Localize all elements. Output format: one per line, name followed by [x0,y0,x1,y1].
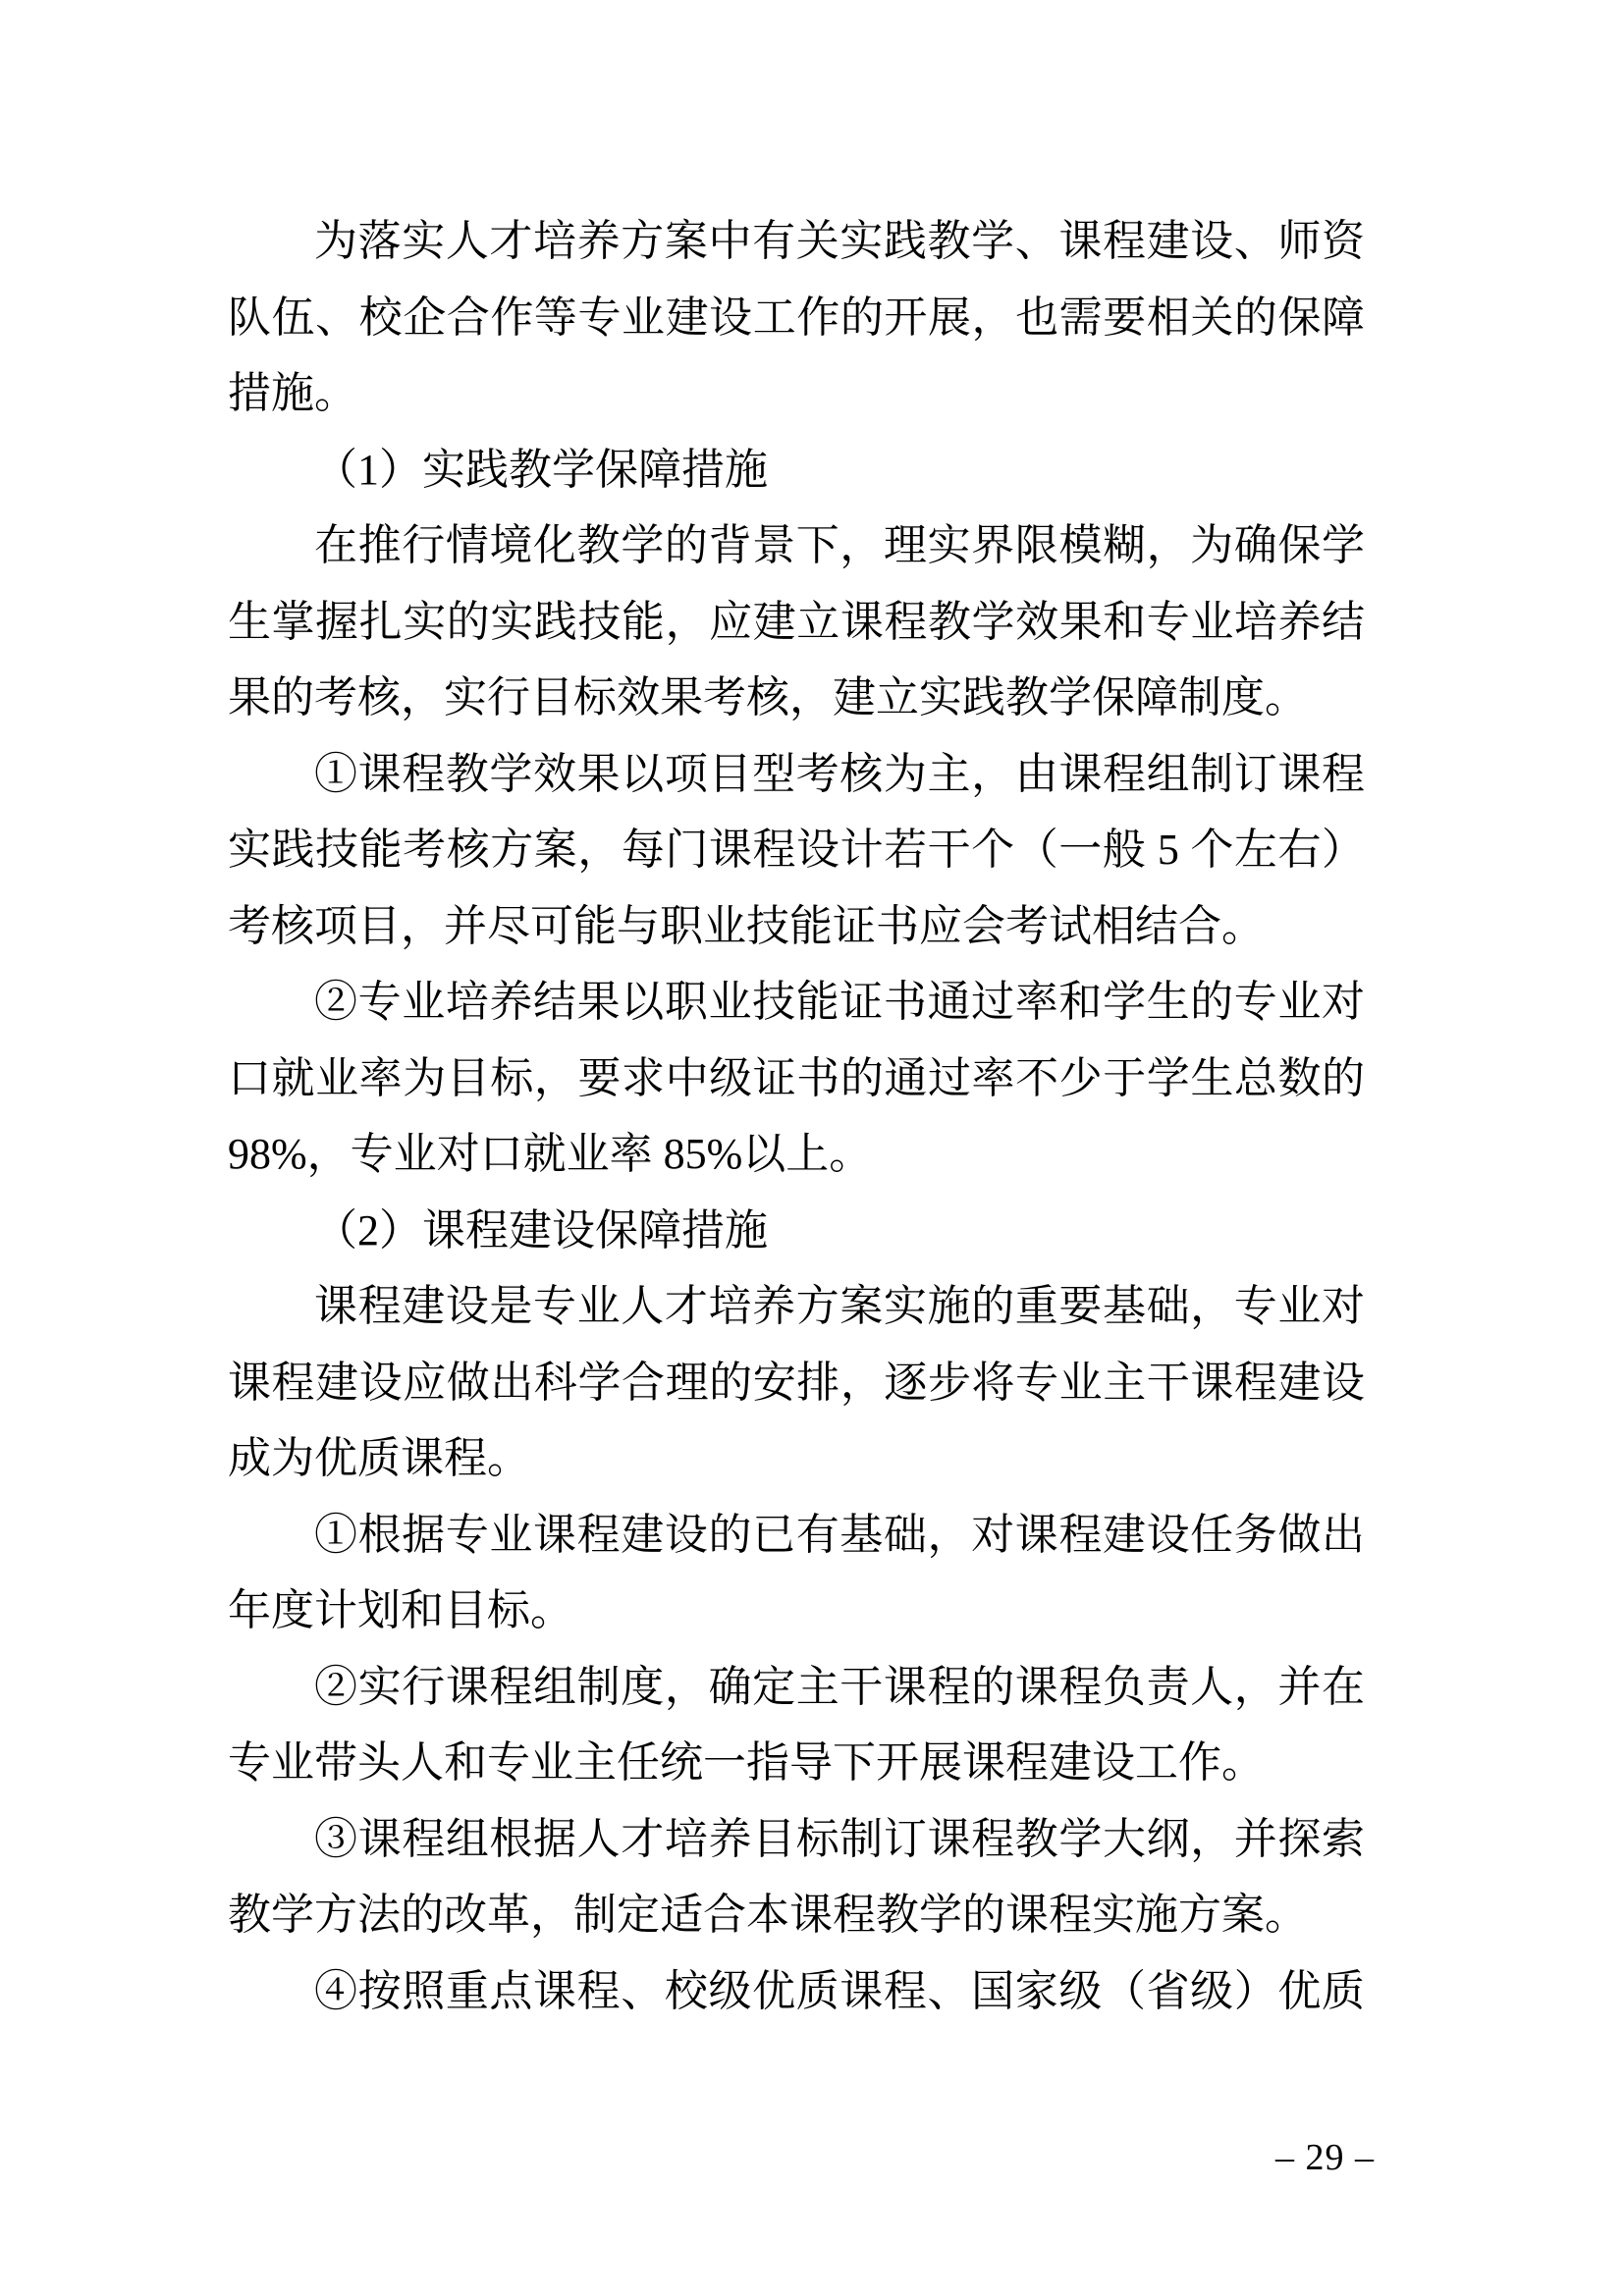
text-line: 果的考核，实行目标效果考核，建立实践教学保障制度。 [228,673,1308,721]
text-line: （1）实践教学保障措施 [314,445,768,494]
text-line: 教学方法的改革，制定适合本课程教学的课程实施方案。 [228,1891,1308,1939]
text-line: ④按照重点课程、校级优质课程、国家级（省级）优质 [314,1966,1365,2015]
text-line: 措施。 [228,369,357,417]
page-number: – 29 – [1275,2137,1375,2178]
text-line: 在推行情境化教学的背景下，理实界限模糊，为确保学 [314,521,1365,569]
text-line: 考核项目，并尽可能与职业技能证书应会考试相结合。 [228,901,1265,950]
text-line: ②实行课程组制度，确定主干课程的课程负责人，并在 [314,1662,1365,1711]
text-line: ②专业培养结果以职业技能证书通过率和学生的专业对 [314,978,1365,1026]
text-line: 成为优质课程。 [228,1434,530,1482]
body-text [228,203,1365,2029]
text-line: 口就业率为目标，要求中级证书的通过率不少于学生总数的 [228,1053,1365,1102]
text-line: 课程建设是专业人才培养方案实施的重要基础，专业对 [314,1282,1365,1330]
text-line: 98%，专业对口就业率 85%以上。 [228,1130,873,1178]
text-line: 年度计划和目标。 [228,1586,573,1634]
text-line: 队伍、校企合作等专业建设工作的开展，也需要相关的保障 [228,293,1365,342]
text-line: ①根据专业课程建设的已有基础，对课程建设任务做出 [314,1510,1365,1559]
text-line: （2）课程建设保障措施 [314,1205,768,1255]
text-line: 为落实人才培养方案中有关实践教学、课程建设、师资 [314,217,1365,265]
text-line: 课程建设应做出科学合理的安排，逐步将专业主干课程建设 [228,1358,1365,1407]
text-line: 实践技能考核方案，每门课程设计若干个（一般 5 个左右） [228,826,1365,874]
text-line: 专业带头人和专业主任统一指导下开展课程建设工作。 [228,1738,1265,1787]
text-line: ③课程组根据人才培养目标制订课程教学大纲，并探索 [314,1814,1365,1863]
text-line: ①课程教学效果以项目型考核为主，由课程组制订课程 [314,749,1365,798]
text-line: 生掌握扎实的实践技能，应建立课程教学效果和专业培养结 [228,597,1365,646]
